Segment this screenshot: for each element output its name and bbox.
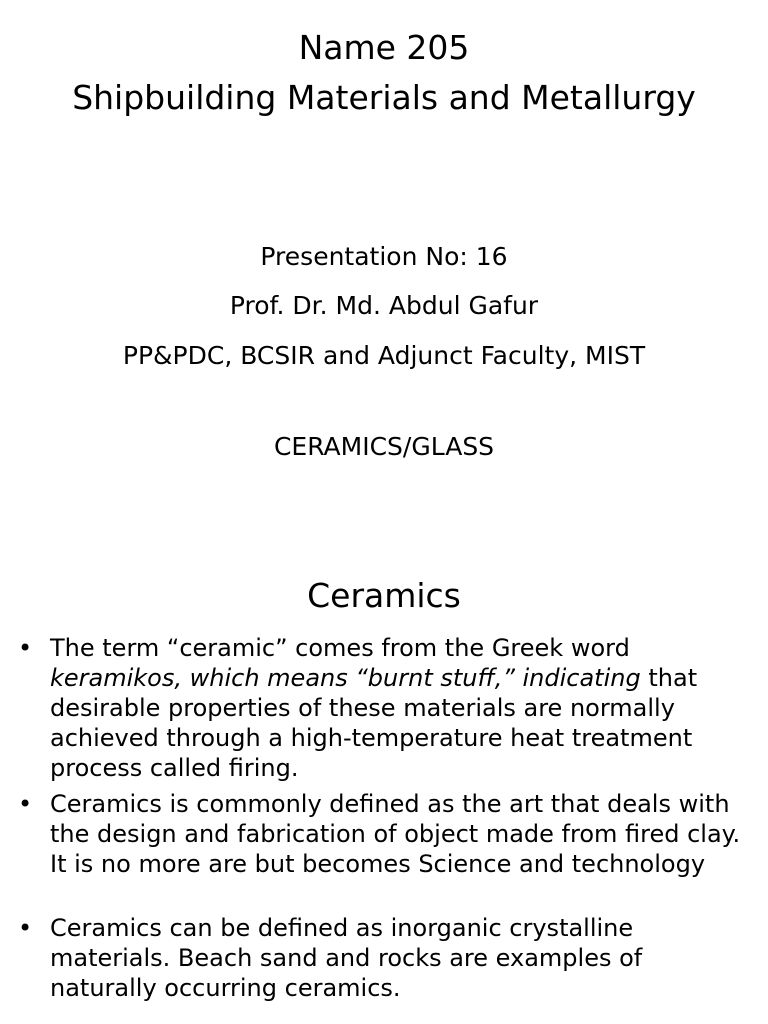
course-code-title: Name 205 xyxy=(298,28,470,67)
bullet-item xyxy=(0,789,768,879)
presentation-number: Presentation No: 16 xyxy=(260,242,508,271)
bullet-text-italic: keramikos, which means “burnt stuff,” indicating xyxy=(50,664,641,692)
bullet-text: The term “ceramic” comes from the Greek word xyxy=(50,634,630,662)
presenter-affiliation: PP&PDC, BCSIR and Adjunct Faculty, MIST xyxy=(122,341,646,370)
presenter-name: Prof. Dr. Md. Abdul Gafur xyxy=(229,291,539,320)
bullet-item xyxy=(0,913,768,1003)
presentation-topic: CERAMICS/GLASS xyxy=(273,432,495,461)
bullet-text: Ceramics is commonly defined as the art that deals with the design and fabrication of object made from fired clay. It is no more are but becomes Science and technology xyxy=(50,790,741,878)
bullet-item xyxy=(0,633,768,783)
slide-title: Ceramics xyxy=(307,576,461,615)
bullet-text: that desirable properties of these materials are normally achieved through a high-temperature heat treatment process called firing. xyxy=(50,664,698,782)
bullet-icon: • xyxy=(18,790,33,818)
bullet-text: Ceramics can be defined as inorganic crystalline materials. Beach sand and rocks are examples of naturally occurring ceramics. xyxy=(50,914,643,1002)
bullet-icon: • xyxy=(18,914,33,942)
course-name-title: Shipbuilding Materials and Metallurgy xyxy=(72,78,696,117)
bullet-list xyxy=(0,633,768,1003)
bullet-icon: • xyxy=(18,634,33,662)
